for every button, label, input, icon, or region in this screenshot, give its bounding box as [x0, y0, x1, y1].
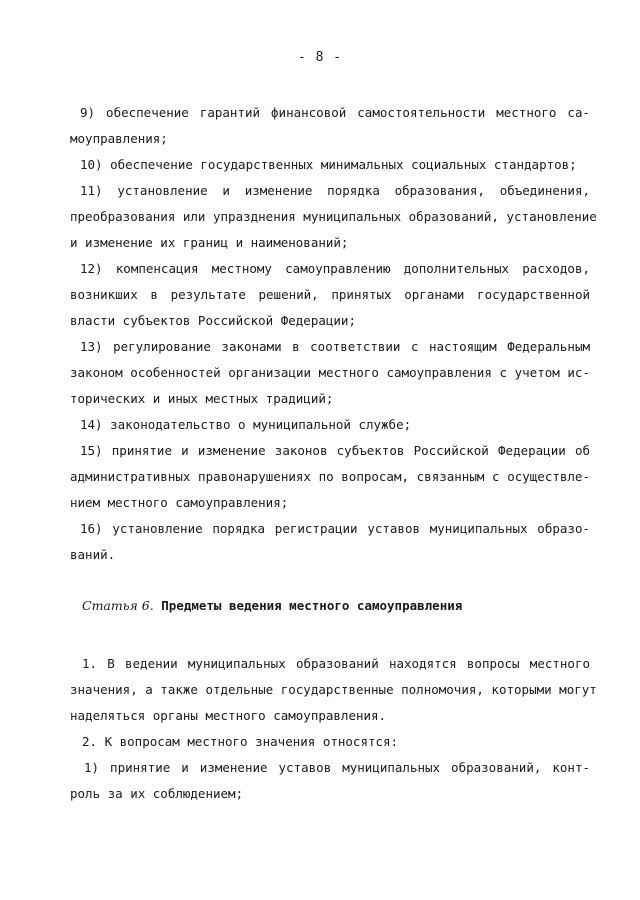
text-line: 11) установление и изменение порядка образования, объединения,	[80, 183, 590, 198]
paragraph	[70, 516, 590, 568]
paragraph	[70, 152, 590, 178]
text-line: 9) обеспечение гарантий финансовой самостоятельности местного са-	[80, 105, 590, 120]
text-line: 15) принятие и изменение законов субъектов Российской Федерации об	[80, 443, 590, 458]
paragraph	[70, 412, 590, 438]
text-line: 1) принятие и изменение уставов муниципальных образований, конт-	[84, 760, 590, 775]
text-line: 12) компенсация местному самоуправлению дополнительных расходов,	[80, 261, 590, 276]
text-line: торических и иных местных традиций;	[70, 391, 334, 406]
text-line: 10) обеспечение государственных минимальных социальных стандартов;	[80, 157, 577, 172]
paragraph	[70, 100, 590, 152]
text-line: административных правонарушениях по вопросам, связанным с осуществле-	[70, 469, 590, 484]
text-line: 2. К вопросам местного значения относятся:	[82, 734, 399, 749]
text-line: 1. В ведении муниципальных образований находятся вопросы местного	[82, 656, 590, 671]
text-line: законом особенностей организации местного самоуправления с учетом ис-	[70, 365, 590, 380]
text-line: ваний.	[70, 547, 116, 562]
text-line: роль за их соблюдением;	[70, 786, 244, 801]
page-number: - 8 -	[297, 50, 343, 65]
text-line: значения, а также отдельные государственные полномочия, которыми могут	[70, 682, 597, 697]
text-line: власти субъектов Российской Федерации;	[70, 313, 356, 328]
article-5-list-continuation	[70, 100, 597, 568]
paragraph	[70, 755, 590, 807]
paragraph	[70, 438, 590, 516]
article-heading	[82, 598, 462, 613]
text-line: моуправления;	[70, 131, 168, 146]
paragraph	[70, 334, 590, 412]
article-label: Статья 6.	[82, 598, 154, 613]
text-line: 13) регулирование законами в соответствии с настоящим Федеральным	[80, 339, 590, 354]
paragraph	[70, 178, 597, 256]
text-line: 16) установление порядка регистрации уставов муниципальных образо-	[80, 521, 590, 536]
article-6-body	[70, 651, 597, 807]
article-title: Предметы ведения местного самоуправления	[161, 598, 463, 613]
paragraph	[70, 729, 590, 755]
text-line: преобразования или упразднения муниципальных образований, установление	[70, 209, 597, 224]
text-line: нием местного самоуправления;	[70, 495, 289, 510]
text-line: и изменение их границ и наименований;	[70, 235, 349, 250]
paragraph	[70, 256, 590, 334]
text-line: возникших в результате решений, принятых органами государственной	[70, 287, 590, 302]
text-line: наделяться органы местного самоуправления.	[70, 708, 387, 723]
text-line: 14) законодательство о муниципальной службе;	[80, 417, 412, 432]
paragraph	[70, 651, 597, 729]
